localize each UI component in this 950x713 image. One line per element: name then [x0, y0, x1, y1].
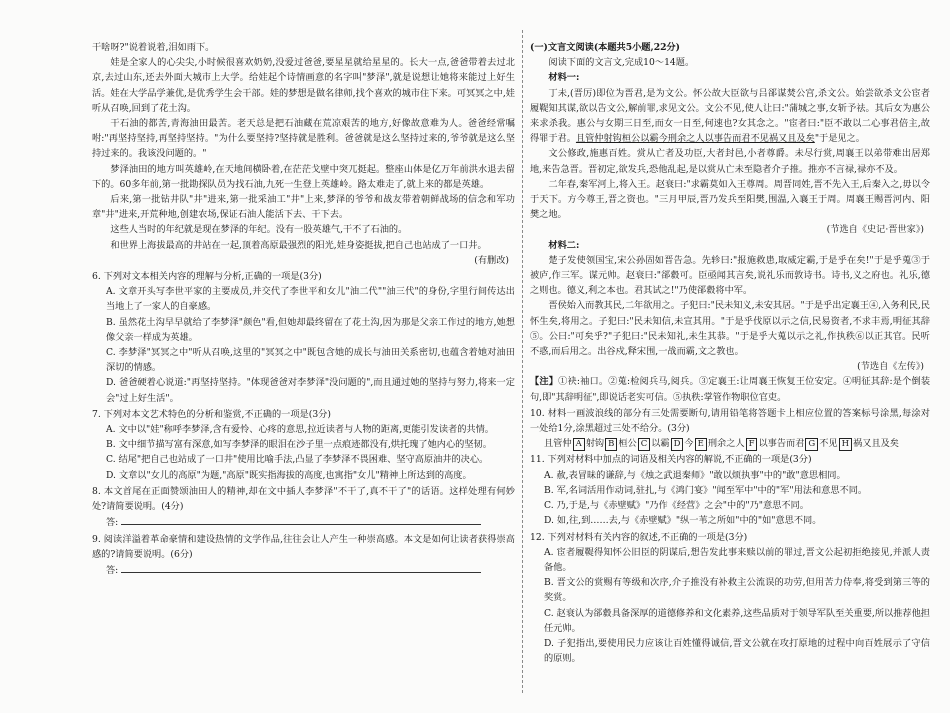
option-a: A. 文中以"娃"称呼李梦泽,含有爱怜、心疼的意思,拉近读者与人物的距离,更能引发读者的共情。: [106, 424, 494, 436]
material-2-source: (节选自《左传》): [857, 361, 924, 373]
material-1-label: 材料一:: [548, 72, 580, 84]
passage-paragraph: 干石油的都苦,青海油田最苦。老天总是把石油藏在荒凉艰苦的地方,好像故意难为人。爸爸经常嘱咐:"再坚持坚持,再坚持坚持。"为什么要坚持?坚持就是胜利。爸爸就是这么坚持过来的,爷爷就是这么坚持过来的。我该没问题的。": [92, 118, 515, 160]
option-d: D. 如,往,到……去,与《赤壁赋》"纵一苇之所如"中的"如"意思不同。: [544, 515, 822, 527]
option-d: D. 文章以"女儿的高原"为题,"高原"既实指海拔的高度,也寓指"女儿"精神上所达到的高度。: [106, 469, 472, 481]
answer-line[interactable]: [121, 562, 481, 573]
question-7: [92, 407, 515, 483]
question-10: [530, 406, 930, 452]
question-stem: 7. 下列对本文艺术特色的分析和鉴赏,不正确的一项是(3分): [92, 408, 331, 420]
left-column: [92, 40, 515, 695]
segment: 又且及矣: [862, 438, 899, 450]
option-b: B. 文中细节描写富有深意,如写李梦泽的眼泪在沙子里一点痕迹都没有,烘托瑰了她内心的坚韧。: [106, 439, 492, 451]
question-stem: 10. 材料一画波浪线的部分有三处需要断句,请用铅笔将答题卡上相应位置的答案标号涂黑,每涂对一处给1分,涂黑超过三处不给分。(3分): [530, 407, 930, 435]
column-divider: [522, 30, 523, 693]
question-stem: 6. 下列对文本相关内容的理解与分析,正确的一项是(3分): [92, 271, 322, 283]
mark-box-c[interactable]: C: [638, 438, 651, 451]
mark-box-e[interactable]: E: [695, 438, 707, 451]
option-a: A. 宦者履鞮得知怀公旧臣的阴谋后,想告发此事来赎以前的罪过,晋文公起初拒绝接见,并派人责备他。: [544, 546, 930, 573]
question-stem: 9. 阅读洋溢着革命豪情和建设热情的文学作品,往往会让人产生一种崇高感。本文是如何让读者获得崇高感的?请简要说明。(6分): [92, 533, 515, 560]
option-d: D. 子犯指出,要使用民力应该让百姓懂得诚信,晋文公就在攻打原地的过程中向百姓展示了守信的原则。: [544, 637, 930, 665]
question-9: [92, 532, 515, 579]
mark-box-a[interactable]: A: [573, 438, 585, 451]
answer-area[interactable]: [92, 514, 515, 530]
annotation-text: ①袂:袖口。②蒐:检阅兵马,阅兵。③定襄王:让周襄王恢复王位安定。④明征其辞:是个倒装句,即"其辞明征",即说话老实可信。⑤执秩:掌管作物职位官吏。: [530, 376, 930, 403]
passage-paragraph: 这些人当时的年纪就是现在梦泽的年纪。没有一股英雄气,干不了石油的。: [110, 224, 408, 236]
option-d: D. 爸爸硬着心说道:"再坚持坚持。"体现爸爸对李梦泽"没问题的",而且通过她的坚持与努力,将来一定会"过上好生活"。: [106, 377, 515, 404]
segment: 射钩: [585, 438, 605, 450]
question-11: [530, 452, 930, 528]
passage-line: 干啥呀?"说着说着,泪如雨下。: [92, 42, 215, 53]
mark-box-g[interactable]: G: [805, 438, 818, 451]
question-stem: 11. 下列对材料中加点的词语及相关内容的解说,不正确的一项是(3分): [530, 454, 812, 466]
question-stem: 12. 下列对材料有关内容的叙述,不正确的一项是(3分): [530, 531, 748, 543]
segment: 不见: [819, 438, 838, 450]
answer-label: 答:: [106, 517, 119, 529]
option-a: A. 文章开头写李世平家的主要成员,并交代了李世平和女儿"油二代""油三代"的身份,字里行间传达出当地上了一家人的自豪感。: [106, 286, 515, 313]
segment: 而君: [786, 438, 805, 450]
segmentation-line: [530, 436, 930, 451]
material-1-text-tail: "于是见之。: [814, 133, 865, 145]
option-b: B. 晋文公的赏赐有等级和次序,介子推没有补救主公流误的功劳,但用苦力侍奉,将受到第三等的奖赏。: [544, 577, 930, 604]
wavy-underlined-sentence: 且管仲射钩桓公以霸今刑余之人以事告而君不见祸又且及矣: [575, 133, 815, 145]
answer-line[interactable]: [121, 514, 481, 525]
option-c: C. 结尾"把自己也站成了一口井"使用比喻手法,凸显了李梦泽不畏困难、坚守高原油井的决心。: [106, 454, 489, 466]
option-c: C. 赵衰认为郤縠具备深厚的道德修养和文化素养,这些品质对于领导军队至关重要,所以推荐他担任元帅。: [544, 607, 930, 634]
material-2-label: 材料二:: [548, 239, 580, 251]
answer-label: 答:: [106, 564, 119, 576]
option-c: C. 李梦泽"冥冥之中"听从召唤,这里的"冥冥之中"既包含她的成长与油田关系密切,也蕴含着她对油田深切的情感。: [106, 347, 515, 374]
option-b: B. 军,名词活用作动词,驻扎,与《鸿门宴》"闻至军中"中的"军"用法和意思不同。: [544, 484, 868, 496]
option-a: A. 赦,表冒昧的谦辞,与《烛之武退秦师》"敢以烦执事"中的"敢"意思相同。: [544, 469, 846, 481]
segment: 桓公: [618, 438, 637, 450]
material-2-paragraph: 楚子发使领国宝,宋公孙固如晋告急。先轸曰:"报施救患,取威定霸,于是乎在矣!"于是乎蒐③于被庐,作三军。谋元帅。赵衰曰:"郤縠可。臣亟闻其言矣,说礼乐而敦诗书。诗书,义之府也。礼乐,德之则也。德义,利之本也。君其试之!"乃使郤縠将中军。: [530, 254, 930, 297]
question-12: [530, 530, 930, 667]
segment: 以事告: [758, 438, 787, 450]
material-1-paragraph: 文公修政,施惠百姓。赏从亡者及功臣,大者封邑,小者尊爵。未尽行赏,周襄王以弟带难出居郑地,来告急晋。晋初定,欲发兵,恐他乱起,是以赏从亡未至隐者介子推。推亦不言禄,禄亦不及。: [530, 148, 930, 175]
section-title: (一)文言文阅读(本题共5小题,22分): [530, 42, 681, 53]
material-2-paragraph: 晋侯始入而教其民,二年欲用之。子犯曰:"民未知义,未安其居。"于是乎出定襄王④,入务利民,民怀生矣,将用之。子犯曰:"民未知信,未宣其用。"于是乎伐原以示之信,民易资者,不求丰焉,明征其辞⑤。公曰:"可矣乎?"子犯曰:"民未知礼,未生其恭。"于是乎大蒐以示之礼,作执秩⑥以正其官。民听不惑,而后用之。出谷戍,释宋围,一战而霸,文之教也。: [530, 300, 930, 358]
passage-paragraph: 和世界上海拔最高的井站在一起,顶着高原最强烈的阳光,娃身姿挺拔,把自己也站成了一口井。: [110, 239, 487, 251]
passage-source: (有删改): [474, 254, 509, 266]
mark-box-d[interactable]: D: [671, 438, 684, 451]
instruction: 阅读下面的文言文,完成10～14题。: [548, 57, 695, 69]
material-1-paragraph: [530, 86, 930, 147]
mark-box-f[interactable]: F: [746, 438, 758, 451]
question-8: [92, 484, 515, 531]
answer-area[interactable]: [92, 562, 515, 578]
option-c: C. 乃,于是,与《赤壁赋》"乃作《经营》之会"中的"乃"意思不同。: [544, 500, 809, 512]
passage-paragraph: 娃是全家人的心尖尖,小时候很喜欢奶奶,没爱过爸爸,要星星就给星星的。长大一点,爸爸带着去过北京,去过山东,还去外面大城市上大学。给娃起个诗情画意的名字叫"梦泽",就是说想让她将来能过上好生活。娃在大学品学兼优,是优秀学生会干部。娃的梦想是做名律师,找个喜欢的城市住下来。可冥冥之中,娃听从召唤,回到了花土沟。: [92, 57, 515, 114]
material-1-text: 丁未,(晋厉)即位为晋君,是为文公。怀公故大臣欲与吕郤谋焚公宫,杀文公。始尝欲杀文公宦者履鞮知其谋,欲以告文公,解前罪,求见文公。文公不见,使人让曰:"蒲城之事,女斩予祛。其后女为惠公来求杀我。惠公与女期三日至,而女一日至,何速也?女其念之。"宦者曰:"臣不敢以二心事君倍主,故得罪于君。: [530, 87, 930, 145]
segment: 祸: [853, 438, 863, 450]
right-column: [530, 40, 930, 695]
mark-box-h[interactable]: H: [839, 438, 852, 451]
mark-box-b[interactable]: B: [605, 438, 617, 451]
option-b: B. 虽然花土沟早早就给了李梦泽"颜色"看,但她却最终留在了花土沟,因为那是父亲工作过的地方,她想像父亲一样成为英雄。: [106, 316, 515, 343]
question-6: [92, 269, 515, 406]
segment: 今: [684, 438, 694, 450]
segment: 且管仲: [544, 438, 572, 450]
material-1-paragraph: 二年春,秦军河上,将入王。赵衰曰:"求霸莫如入王尊周。周晋同姓,晋不先入王,后秦入之,毋以令于天下。方今尊王,晋之资也。"三月甲辰,晋乃发兵至阳樊,围温,入襄王于周。周襄王赐晋河内、阳樊之地。: [530, 178, 930, 221]
segment: 刑余之人: [707, 438, 745, 450]
question-stem: 8. 本文首尾在正面赞颂油田人的精神,却在文中插人李梦泽"不干了,真不干了"的话语。这样处理有何妙处?请简要说明。(4分): [92, 485, 515, 513]
passage-paragraph: 梦泽油田的地方叫英雄岭,在天地间横卧着,在茫茫戈壁中突兀挺起。整座山体是亿万年前洪水退去留下的。60多年前,第一批勘探队员为找石油,九死一生登上英雄岭。路太难走了,就上来的都是英雄。: [92, 163, 515, 190]
material-1-source: (节选自《史记·晋世家》): [826, 224, 924, 236]
passage-paragraph: 后来,第一批钻井队"井"进来,第一批采油工"井"上来,梦泽的爷爷和战友带着朝鲜战场的信念和军功章"井"进来,开荒种地,创建农场,保证石油人能活下去、干下去。: [92, 194, 515, 221]
annotation: [530, 374, 930, 404]
segment: 以霸: [651, 438, 670, 450]
annotation-label: 【注】: [530, 376, 559, 388]
